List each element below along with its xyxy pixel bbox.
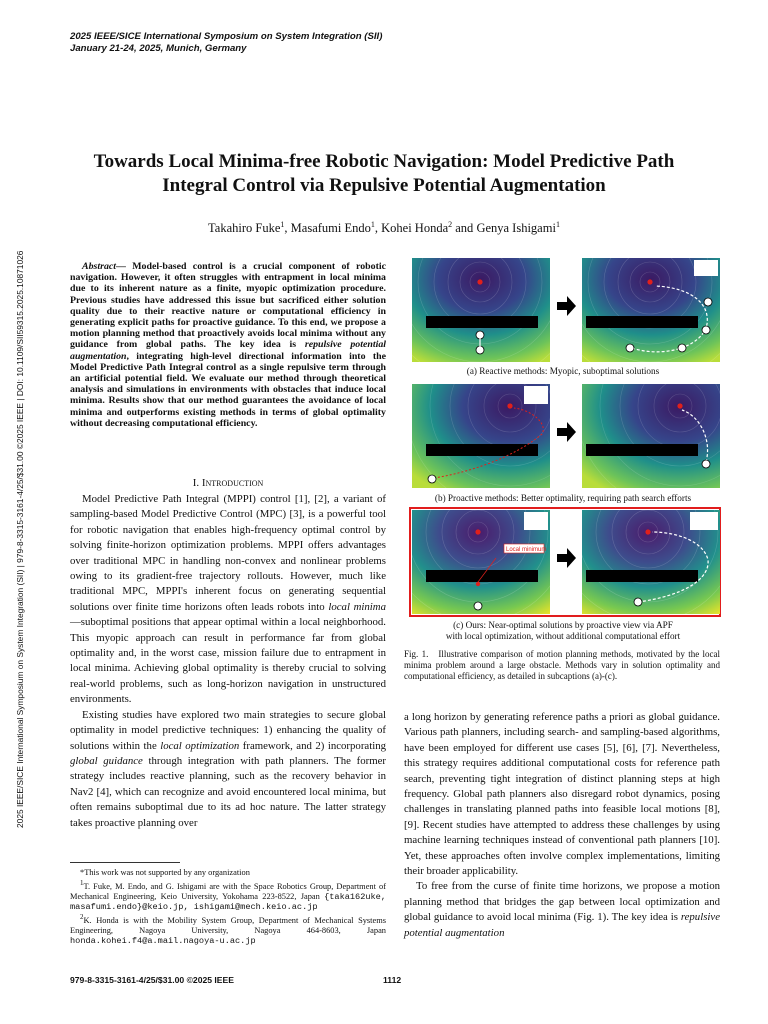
obstacle-bar bbox=[586, 570, 698, 582]
local-minimum-marker bbox=[476, 582, 480, 586]
goal-marker bbox=[645, 529, 650, 534]
legend-box bbox=[694, 260, 718, 276]
goal-marker bbox=[477, 279, 482, 284]
abstract-key-idea: repulsive potential augmentation bbox=[70, 339, 386, 362]
paragraph bbox=[404, 879, 720, 941]
robot-marker bbox=[476, 331, 484, 339]
author-name: Kohei Honda bbox=[381, 221, 449, 236]
emphasis: global guidance bbox=[70, 754, 143, 767]
obstacle-bar bbox=[586, 444, 698, 456]
robot-marker bbox=[428, 475, 436, 483]
paragraph-text: through integration with path planners. The former strategy includes reactive planning, such as the recovery behavior in Nav2 [4], which can recognize and avoid encountered local minima, but often remains suboptimal due to its ad hoc nature. The latter strategy takes proactive planning over bbox=[70, 754, 387, 829]
robot-marker bbox=[704, 298, 712, 306]
paragraph-text: a long horizon by generating reference paths a priori as global guidance. Various path planners, including search- and sampling-based algorithms, have been employed for different use cases [5], [6], [7]. Nevertheless, this strategy requires additional computational costs for reference path search, preventing tight integration of distinct planning steps at high frequency. Global path planners also disregard robot dynamics, posing challenges in translating planned paths into feasible local motions [8], [9]. Recent studies have attempted to address these challenges by using machine learning techniques instead of conventional path planners [10]. Yet, these approaches often involve complex implementations, limiting their broader applicability. bbox=[404, 711, 720, 878]
figure-label: Fig. 1. bbox=[404, 649, 429, 659]
paper-title: Towards Local Minima-free Robotic Navigation: Model Predictive Path Integral Control via Repulsive Potential Augmentation bbox=[93, 151, 675, 196]
author-separator: , bbox=[374, 221, 382, 236]
panel-gap bbox=[551, 510, 582, 614]
author-affiliation: 1 bbox=[370, 220, 375, 229]
panel-gap bbox=[551, 384, 582, 488]
local-minimum-label: Local minimum bbox=[506, 547, 547, 553]
conference-dates: January 21-24, 2025, Munich, Germany bbox=[70, 43, 247, 54]
isbn-footer: 979-8-3315-3161-4/25/$31.00 ©2025 IEEE bbox=[70, 975, 235, 985]
section-heading bbox=[70, 477, 386, 489]
robot-marker bbox=[634, 598, 642, 606]
author-list bbox=[60, 217, 708, 236]
field-map-after bbox=[582, 384, 720, 488]
field-map-before bbox=[412, 258, 550, 362]
arrow-right-icon bbox=[551, 258, 582, 362]
footnote-mark: 2 bbox=[80, 912, 84, 921]
goal-marker bbox=[475, 529, 480, 534]
legend-box bbox=[524, 512, 548, 530]
abstract-text-cont: , integrating high-level directional information into the Model Predictive Path Integral control as a single repulsive term through an artificial potential field. We evaluate our method through theoretical analysis and simulations in environments with obstacles that induce local minima. Results show that our method guarantees the avoidance of local minima and outperforms existing methods in terms of global optimality without decreasing computational efficiency. bbox=[70, 350, 386, 429]
author-affiliation: 1 bbox=[280, 220, 285, 229]
paragraph-text: framework, and 2) incorporating bbox=[239, 739, 386, 752]
robot-marker bbox=[678, 344, 686, 352]
emphasis: local minima bbox=[328, 600, 386, 613]
footnote-text: T. Fuke, M. Endo, and G. Ishigami are with the Space Robotics Group, Department of Mechanical Engineering, Keio University, Yokohama 223-8522, Japan bbox=[70, 881, 386, 901]
robot-marker bbox=[626, 344, 634, 352]
footnote-rule bbox=[70, 862, 180, 863]
paragraph bbox=[70, 492, 386, 708]
page-number: 1112 bbox=[383, 975, 402, 985]
obstacle-bar bbox=[426, 570, 538, 582]
figure-caption-text: Illustrative comparison of motion planning methods, motivated by the local minima problem around a large obstacle. Methods vary in solution optimality and computational efficiency, as detailed in subcaptions (a)-(c). bbox=[404, 649, 721, 681]
arrow-right-icon bbox=[551, 384, 582, 488]
emphasis: repulsive potential augmentation bbox=[404, 911, 720, 939]
goal-marker bbox=[677, 403, 682, 408]
abstract-label: Abstract bbox=[82, 261, 117, 272]
abstract bbox=[70, 261, 386, 429]
footnote-email[interactable]: {taka162uke, masafumi.endo}@keio.jp, ishigami@mech.keio.ac.jp bbox=[70, 891, 386, 912]
footnote-text: K. Honda is with the Mobility System Group, Department of Mechanical Systems Engineering, Nagoya University, Nagoya 464-8603, Japan bbox=[70, 915, 386, 935]
field-map-before bbox=[412, 510, 550, 614]
obstacle-bar bbox=[426, 316, 538, 328]
robot-marker bbox=[474, 602, 482, 610]
figure-panel-b bbox=[412, 384, 718, 488]
paragraph bbox=[404, 710, 720, 879]
footnote-2 bbox=[70, 912, 386, 946]
goal-marker bbox=[647, 279, 652, 284]
field-map-before bbox=[412, 384, 550, 488]
figure-caption bbox=[404, 649, 720, 682]
paragraph-text: To free from the curse of finite time horizons, we propose a motion planning method that bridges the gap between local optimization and global guidance to avoid local minima (Fig. 1). The key idea is bbox=[404, 880, 720, 924]
intro-left-column bbox=[70, 492, 386, 831]
author-affiliation: 2 bbox=[448, 220, 453, 229]
caption-c-line1: (c) Ours: Near-optimal solutions by proactive view via APF bbox=[453, 620, 673, 630]
caption-b: (b) Proactive methods: Better optimality, requiring path search efforts bbox=[434, 493, 692, 503]
paragraph-text: Existing studies have explored two main strategies to secure global optimality in model predictive techniques: 1) enhancing the quality of solutions within the bbox=[70, 708, 386, 752]
caption-a: (a) Reactive methods: Myopic, suboptimal solutions bbox=[466, 366, 660, 376]
caption-c-line2: with local optimization, without additional computational effort bbox=[445, 631, 681, 641]
abstract-dash: — bbox=[116, 261, 133, 272]
obstacle-bar bbox=[586, 316, 698, 328]
author-name: Genya Ishigami bbox=[476, 221, 556, 236]
intro-right-column bbox=[404, 710, 720, 941]
paragraph-text: Model Predictive Path Integral (MPPI) control [1], [2], a variant of sampling-based Model Predictive Control (MPC) [3], is a powerful tool for robotic navigation that enables high-frequency optimal control by solving finite-horizon optimization problems. MPPI offers advantages over traditional MPC in handling non-convex and nonlinear problems owing to its gradient-free trajectory rollouts. However, much like traditional MPC, MPPI's inherent focus on generating sequential solutions over finite time horizons often leads robots into bbox=[70, 493, 386, 613]
author-name: Takahiro Fuke bbox=[208, 221, 281, 236]
author-separator: and bbox=[452, 221, 477, 236]
robot-marker bbox=[702, 326, 710, 334]
conference-name: 2025 IEEE/SICE International Symposium on System Integration (SII) bbox=[70, 31, 383, 42]
footnote-support: *This work was not supported by any organization bbox=[80, 868, 250, 877]
legend-box bbox=[524, 386, 548, 404]
paragraph bbox=[70, 708, 386, 831]
figure-panel-a bbox=[412, 258, 718, 362]
footnote-1 bbox=[70, 878, 386, 912]
legend-box bbox=[690, 512, 718, 530]
author-affiliation: 1 bbox=[555, 220, 560, 229]
author-separator: , bbox=[284, 221, 291, 236]
abstract-text: Model-based control is a crucial component of robotic navigation. However, it often struggles with entrapment in local minima due to its inherent nature as a finite, myopic optimization procedure. Previous studies have addressed this issue but sacrificed either solution quality due to their reactive nature or computational efficiency in generating explicit paths for proactive guidance. To this end, we propose a motion planning method that proactively avoids local minima without any guidance from global paths. The key idea is bbox=[70, 261, 386, 351]
field-map-after bbox=[582, 258, 720, 362]
doi-sidebar: 2025 IEEE/SICE International Symposium on System Integration (SII) | 979-8-3315-3161-4/25/$31.00 ©2025 IEEE | DOI: 10.1109/SII59315.2025.10871026 bbox=[15, 250, 25, 828]
emphasis: local optimization bbox=[160, 739, 240, 752]
goal-marker bbox=[507, 403, 512, 408]
figure-panel-c bbox=[412, 510, 718, 614]
panel-gap bbox=[551, 258, 582, 362]
field-map-after bbox=[582, 510, 720, 614]
section-title: Introduction bbox=[201, 477, 264, 489]
robot-marker bbox=[702, 460, 710, 468]
arrow-right-icon bbox=[551, 510, 582, 614]
obstacle-bar bbox=[426, 444, 538, 456]
author-name: Masafumi Endo bbox=[290, 221, 371, 236]
paragraph-text: —suboptimal positions that appear optimal within a local neighborhood. This myopic approach can result in performance far from global optimality and, in the worst case, mission failure due to entrapment in local minima. Achieving global optimality is thereby crucial to solving real-world problems, such as long-horizon navigation in unstructured environments. bbox=[70, 616, 386, 706]
footnote-mark: 1 bbox=[80, 879, 84, 887]
footnotes bbox=[70, 868, 386, 946]
footnote-email[interactable]: honda.kohei.f4@a.mail.nagoya-u.ac.jp bbox=[70, 935, 256, 946]
section-number: I. bbox=[192, 477, 202, 489]
